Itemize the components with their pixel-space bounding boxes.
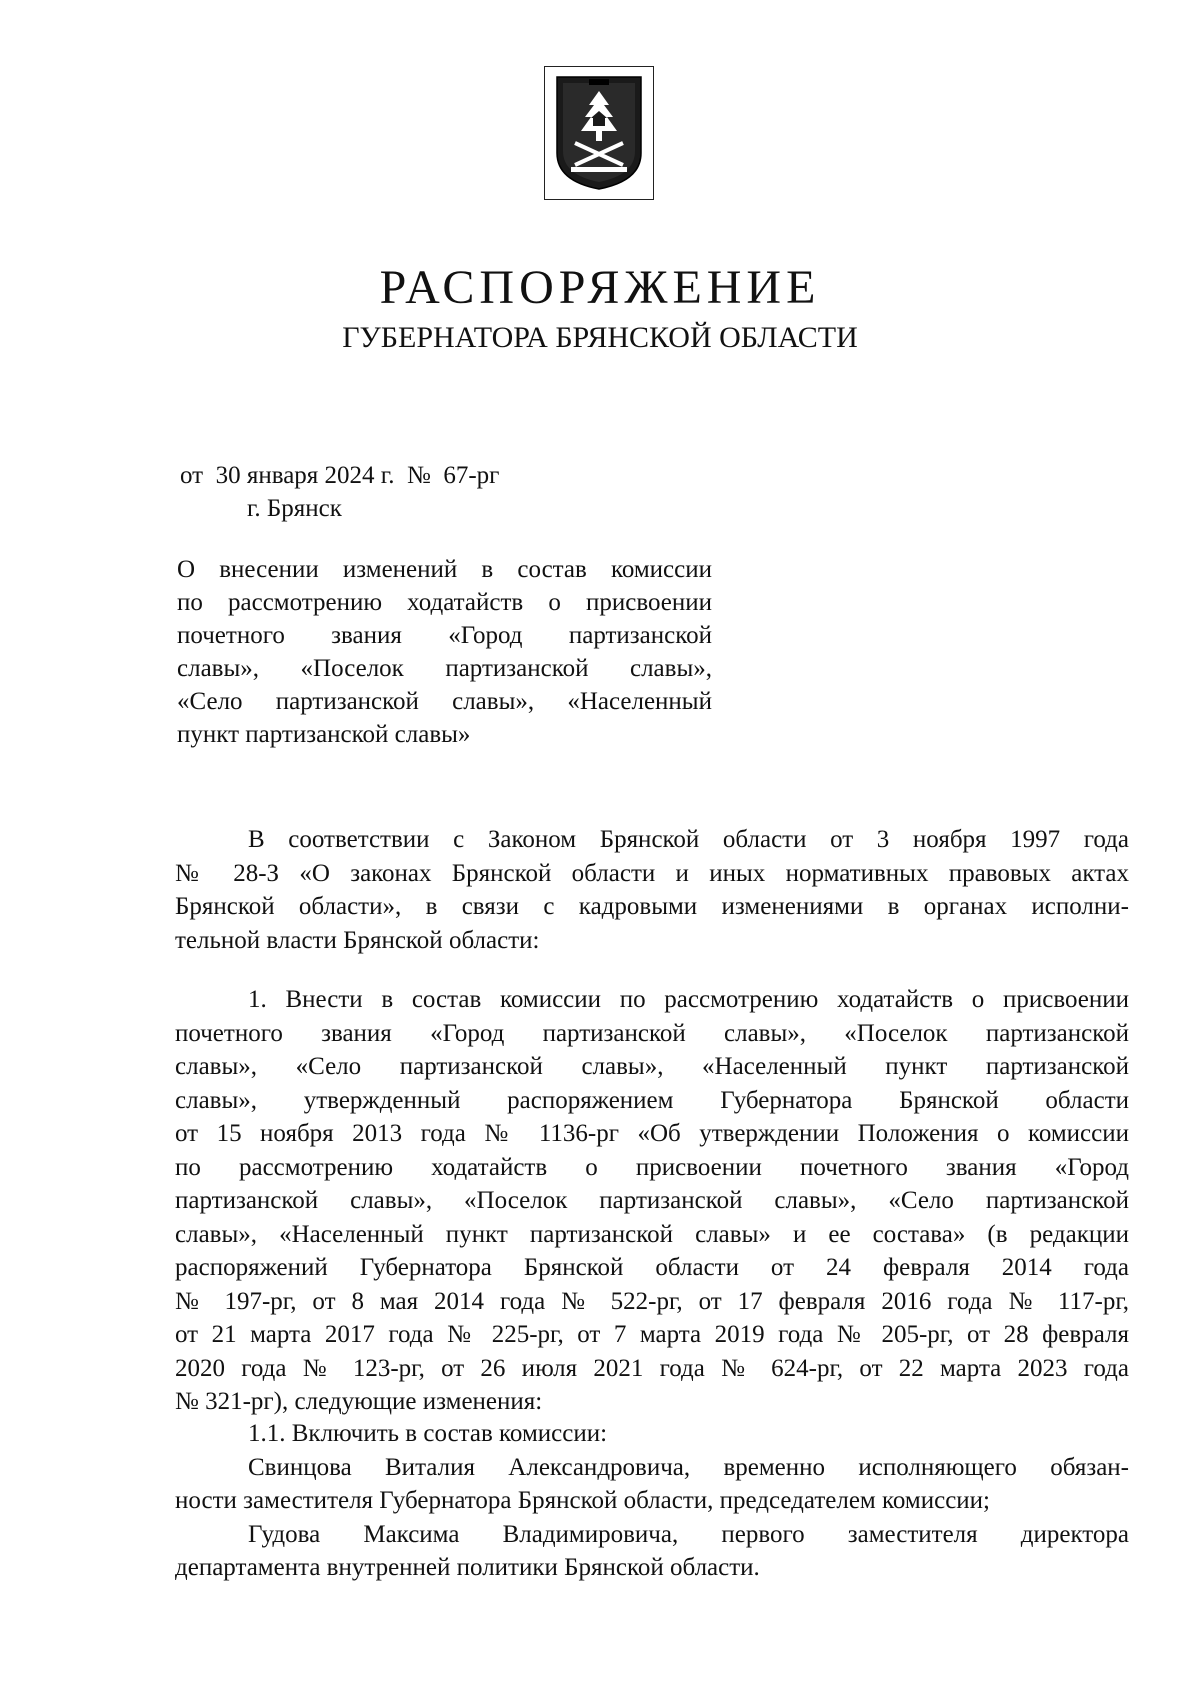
body-line: распоряжений Губернатора Брянской области от 24 февраля 2014 года (175, 1254, 1129, 1281)
body-line: от 15 ноября 2013 года № 1136-рг «Об утверждении Положения о комиссии (175, 1120, 1129, 1147)
date-number-line: от 30 января 2024 г. № 67-рг (180, 462, 500, 489)
item-1-paragraph (175, 983, 1129, 1419)
body-line: почетного звания «Город партизанской славы», «Поселок партизанской (175, 1019, 1129, 1047)
body-line: департамента внутренней политики Брянской области. (175, 1554, 760, 1581)
subject-line: пункт партизанской славы» (177, 721, 471, 748)
body-line: 1. Внести в состав комиссии по рассмотрению ходатайств о присвоении (248, 986, 1129, 1013)
body-line: славы», «Населенный пункт партизанской славы» и ее состава» (в редакции (175, 1220, 1129, 1248)
body-line: славы», утвержденный распоряжением Губернатора Брянской области (175, 1086, 1129, 1114)
body-line: от 21 марта 2017 года № 225-рг, от 7 марта 2019 года № 205-рг, от 28 февраля (175, 1321, 1129, 1348)
body-line: Брянской области», в связи с кадровыми изменениями в органах исполни- (175, 893, 1129, 920)
coat-of-arms-icon (553, 73, 645, 193)
body-line: партизанской славы», «Поселок партизанской славы», «Село партизанской (175, 1187, 1129, 1214)
body-line: ности заместителя Губернатора Брянской области, председателем комиссии; (175, 1487, 991, 1514)
item-1-1-paragraph (175, 1417, 1129, 1585)
document-title: РАСПОРЯЖЕНИЕ (379, 261, 821, 314)
body-line: № 28-З «О законах Брянской области и иных нормативных правовых актах (175, 859, 1129, 887)
subject-line: О внесении изменений в состав комиссии (177, 556, 712, 583)
body-line: В соответствии с Законом Брянской области от 3 ноября 1997 года (248, 826, 1129, 853)
body-line: тельной власти Брянской области: (175, 926, 540, 954)
body-line: Гудова Максима Владимировича, первого заместителя директора (248, 1520, 1129, 1548)
document-subtitle: ГУБЕРНАТОРА БРЯНСКОЙ ОБЛАСТИ (342, 321, 858, 354)
subject-line: славы», «Поселок партизанской славы», (177, 655, 712, 682)
subject-line: по рассмотрению ходатайств о присвоении (177, 589, 712, 616)
body-line: № 197-рг, от 8 мая 2014 года № 522-рг, от 17 февраля 2016 года № 117-рг, (175, 1287, 1129, 1315)
body-line: по рассмотрению ходатайств о присвоении почетного звания «Город (175, 1153, 1129, 1181)
subject-line: почетного звания «Город партизанской (177, 622, 712, 649)
preamble-paragraph (175, 823, 1129, 957)
coat-of-arms-emblem (544, 66, 654, 200)
subject-line: «Село партизанской славы», «Населенный (177, 688, 712, 715)
body-line: № 321-рг), следующие изменения: (175, 1388, 543, 1415)
body-line: славы», «Село партизанской славы», «Населенный пункт партизанской (175, 1053, 1129, 1080)
document-subject (177, 553, 712, 751)
body-line: 1.1. Включить в состав комиссии: (248, 1420, 608, 1447)
body-line: Свинцова Виталия Александровича, временно исполняющего обязан- (248, 1453, 1129, 1481)
body-line: 2020 года № 123-рг, от 26 июля 2021 года № 624-рг, от 22 марта 2023 года (175, 1354, 1129, 1382)
city-line: г. Брянск (247, 495, 342, 522)
